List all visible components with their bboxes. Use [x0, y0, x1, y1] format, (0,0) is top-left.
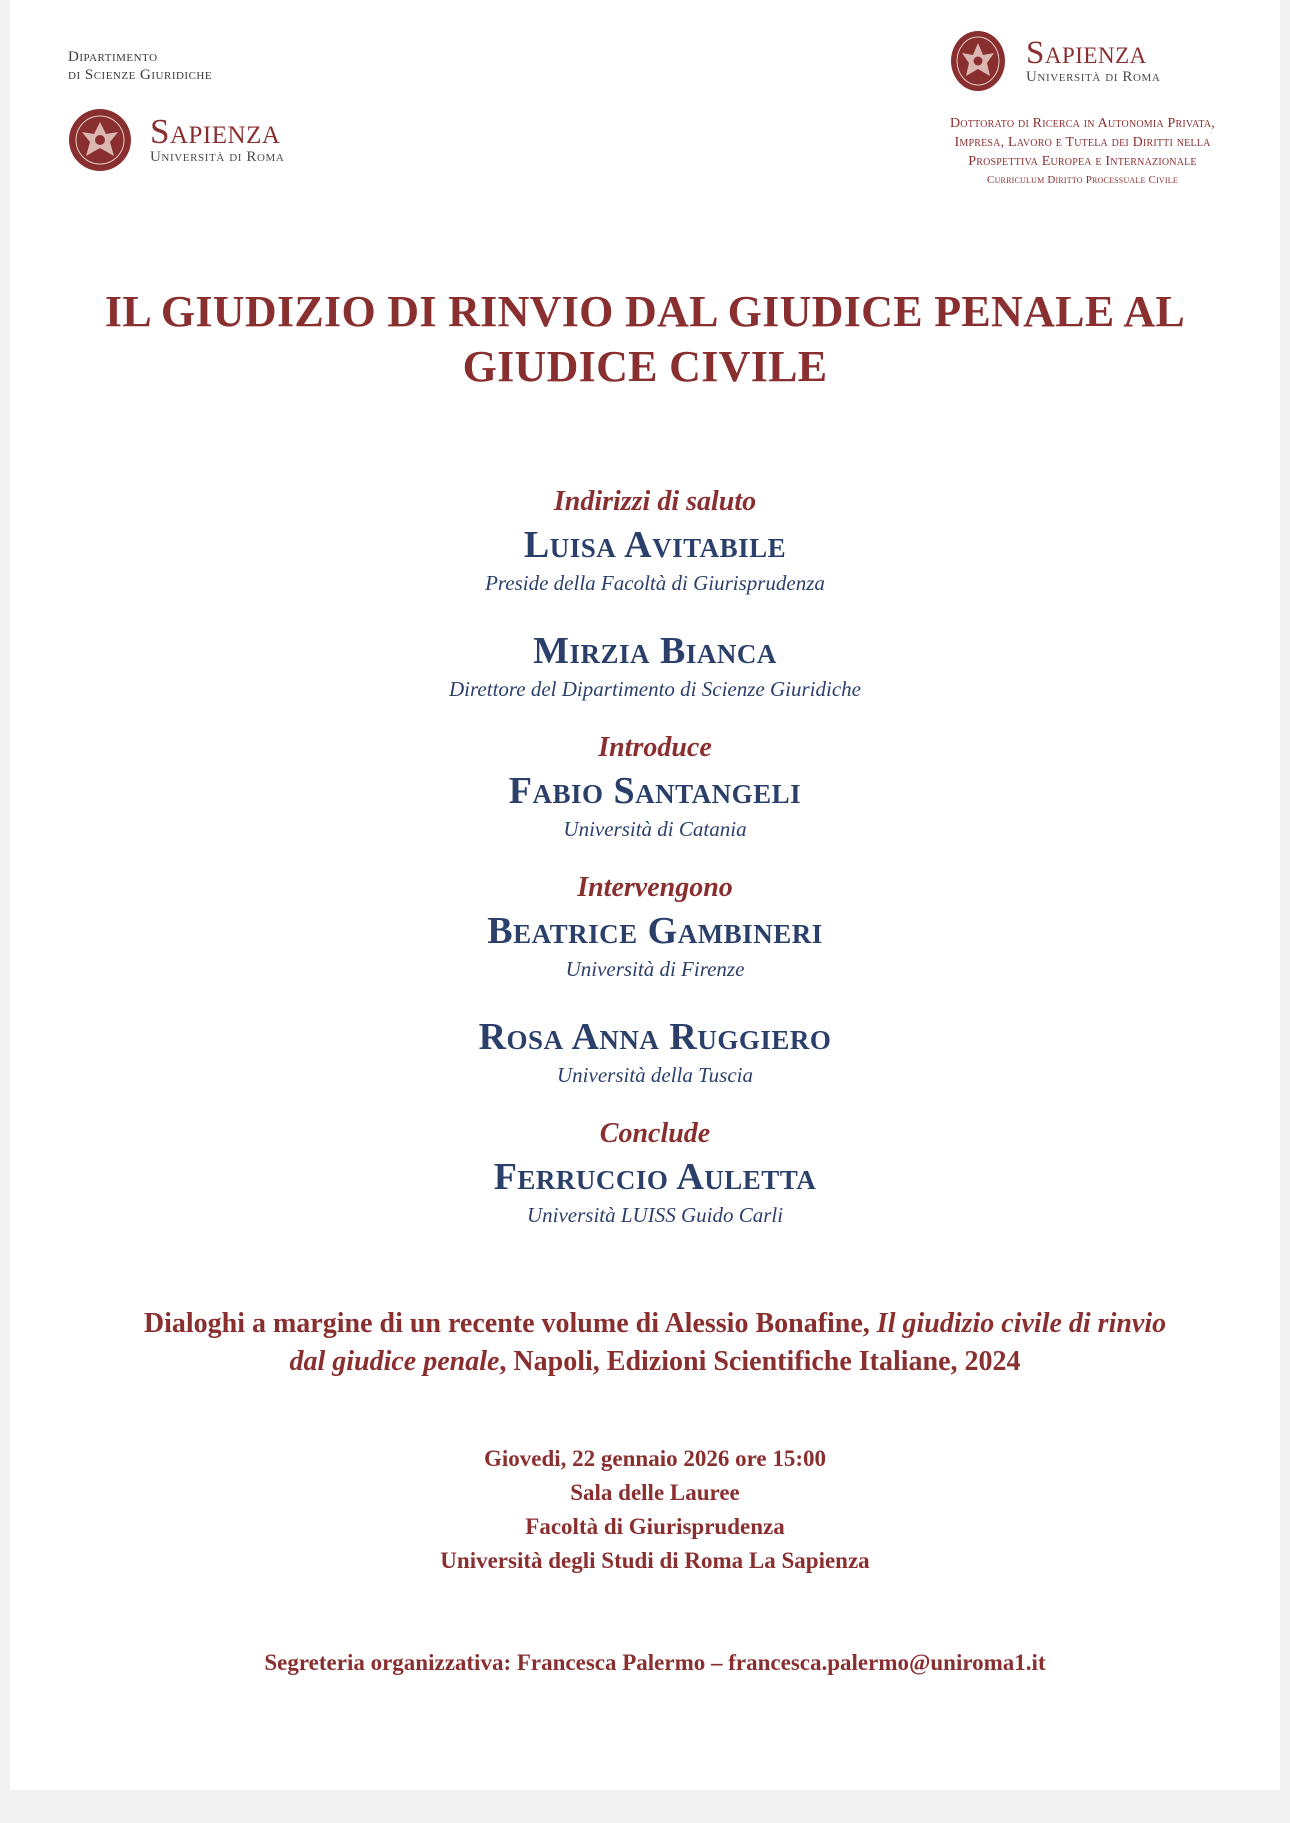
- doctorate-line-3: Prospettiva Europea e Internazionale: [968, 154, 1197, 169]
- doctorate-line-2: Impresa, Lavoro e Tutela dei Diritti nella: [954, 135, 1211, 150]
- doctorate-program: [915, 114, 1250, 189]
- book-publisher: , Napoli, Edizioni Scientifiche Italiane, 2024: [499, 1346, 1021, 1377]
- role-greetings: Indirizzi di saluto: [553, 486, 757, 517]
- department-header: [68, 48, 212, 84]
- sapienza-logo-left: [68, 108, 284, 172]
- department-line-1: Dipartimento: [68, 49, 158, 65]
- role-introduction: Introduce: [598, 732, 712, 763]
- speaker-affiliation: Preside della Facoltà di Giurisprudenza: [485, 571, 825, 595]
- secretariat-contact: Segreteria organizzativa: Francesca Palermo – francesca.palermo@uniroma1.it: [264, 1650, 1046, 1675]
- brand-subtitle: Università di Roma: [150, 149, 285, 165]
- book-title-part-2: dal giudice penale: [289, 1346, 500, 1377]
- event-title: [50, 284, 1240, 394]
- book-title-part-1: Il giudizio civile di rinvio: [876, 1308, 1167, 1339]
- brand-name: Sapienza: [1026, 35, 1147, 71]
- sapienza-seal-icon: [68, 108, 132, 172]
- speaker-affiliation: Direttore del Dipartimento di Scienze Giuridiche: [449, 677, 861, 701]
- role-conclusion: Conclude: [599, 1118, 711, 1149]
- department-line-2: di Scienze Giuridiche: [68, 67, 213, 83]
- title-line-1: IL GIUDIZIO DI RINVIO DAL GIUDICE PENALE AL: [104, 287, 1186, 336]
- event-university: Università degli Studi di Roma La Sapienza: [440, 1548, 870, 1573]
- curriculum: Curriculum Diritto Processuale Civile: [987, 174, 1178, 186]
- speaker-name: Ferruccio Auletta: [493, 1156, 817, 1198]
- speaker-name: Mirzia Bianca: [533, 630, 777, 672]
- title-line-2: GIUDICE CIVILE: [462, 342, 828, 391]
- event-room: Sala delle Lauree: [570, 1480, 740, 1505]
- speaker-name: Beatrice Gambineri: [487, 910, 823, 952]
- venue-info: [10, 1442, 1290, 1578]
- speaker-affiliation: Università LUISS Guido Carli: [526, 1203, 784, 1227]
- program: [10, 482, 1290, 1230]
- speaker-name: Fabio Santangeli: [508, 770, 802, 812]
- dialogue-intro: Dialoghi a margine di un recente volume di Alessio Bonafine,: [143, 1308, 877, 1339]
- doctorate-line-1: Dottorato di Ricerca in Autonomia Privata,: [950, 116, 1215, 131]
- brand-name: Sapienza: [150, 112, 281, 151]
- role-interventions: Intervengono: [577, 872, 733, 903]
- poster-page: [10, 0, 1280, 1790]
- speaker-affiliation: Università di Catania: [563, 817, 747, 841]
- sapienza-seal-icon: [950, 30, 1006, 92]
- event-faculty: Facoltà di Giurisprudenza: [525, 1514, 785, 1539]
- brand-subtitle: Università di Roma: [1026, 69, 1161, 85]
- speaker-name: Luisa Avitabile: [523, 524, 787, 566]
- speaker-affiliation: Università della Tuscia: [557, 1063, 753, 1087]
- speaker-affiliation: Università di Firenze: [565, 957, 745, 981]
- event-date: Giovedi, 22 gennaio 2026 ore 15:00: [483, 1446, 826, 1471]
- book-dialogue: [50, 1305, 1260, 1381]
- sapienza-logo-right: [950, 30, 1160, 92]
- speaker-name: Rosa Anna Ruggiero: [478, 1016, 832, 1058]
